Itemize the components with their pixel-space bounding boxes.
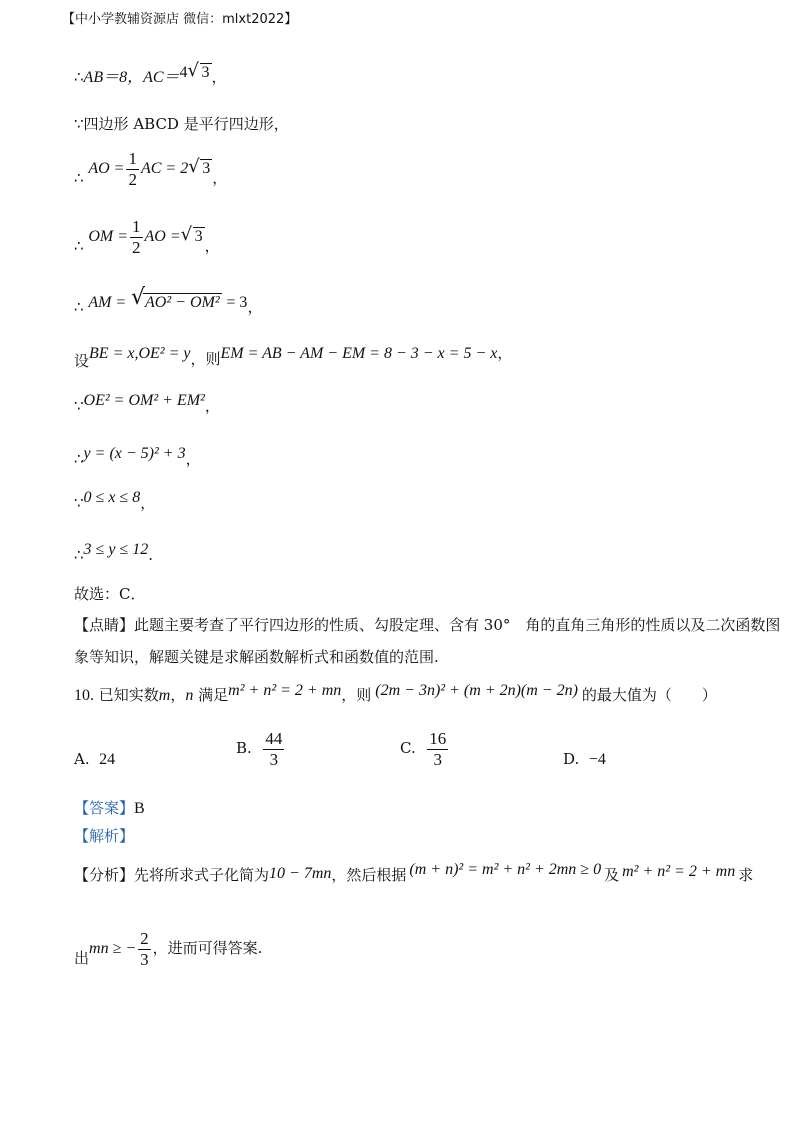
- comment-line-2: 象等知识，解题关键是求解函数解析式和函数值的范围.: [74, 648, 439, 666]
- punct: ，: [204, 397, 220, 415]
- coefficient: 4: [179, 64, 188, 81]
- option-value: −4: [588, 751, 606, 768]
- option-c[interactable]: [400, 728, 450, 770]
- punct: ，: [211, 68, 227, 86]
- punct: ，: [140, 494, 156, 512]
- let-label: 设: [74, 352, 90, 370]
- option-b[interactable]: [236, 728, 286, 770]
- option-letter: A.: [74, 750, 90, 768]
- fenxi-text: ，然后根据: [331, 866, 407, 884]
- solution-line-3: [74, 148, 227, 190]
- answer-line: [74, 798, 145, 819]
- condition: m² + n² = 2 + mn: [622, 863, 736, 880]
- connector: ，则: [190, 350, 221, 368]
- inequality: 3 ≤ y ≤ 12: [83, 541, 149, 558]
- therefore-symbol: ∴: [74, 237, 84, 255]
- because-symbol: ∵: [74, 115, 84, 133]
- question-text: 已知实数: [98, 686, 159, 704]
- middle: AC = 2: [140, 160, 189, 177]
- solution-line-7: [74, 387, 220, 414]
- punct: ，: [170, 686, 186, 704]
- middle: AO =: [144, 228, 181, 245]
- option-letter: C.: [400, 739, 416, 757]
- fenxi-text: 及: [604, 866, 620, 884]
- fraction-two-thirds: $\frac{2}{3}$: [140, 928, 149, 969]
- condition: m² + n² = 2 + mn: [228, 682, 342, 699]
- assumption: BE = x,OE² = y: [89, 345, 191, 362]
- line-text: AB＝8，AC＝: [83, 69, 180, 86]
- lhs: AM =: [88, 294, 127, 311]
- because-symbol: ∵: [74, 494, 84, 512]
- solution-line-10: [74, 536, 153, 563]
- fenxi-text: 先将所求式子化简为: [134, 866, 270, 884]
- analysis-label: 【解析】: [74, 827, 135, 845]
- therefore-symbol: ∴: [74, 450, 84, 468]
- fenxi-line-2: [74, 928, 262, 970]
- option-value: 24: [99, 751, 116, 768]
- because-symbol: ∵: [74, 397, 84, 415]
- solution-line-1: [74, 60, 227, 88]
- punct: ，: [185, 450, 201, 468]
- therefore-symbol: ∴: [74, 68, 84, 86]
- square-root: √ AO² − OM²: [131, 285, 220, 311]
- option-d[interactable]: [563, 749, 606, 770]
- solution-line-8: [74, 440, 201, 467]
- solution-line-9: [74, 484, 155, 511]
- fraction-half: $\frac{1}{2}$: [128, 148, 137, 189]
- mn-inequality: mn ≥ −: [89, 940, 137, 957]
- square-root: √ 3: [180, 224, 203, 245]
- option-fraction: $\frac{44}{3}$: [265, 728, 283, 769]
- punct: .: [148, 546, 153, 564]
- rhs: = 3: [226, 294, 248, 311]
- option-fraction: $\frac{16}{3}$: [429, 728, 447, 769]
- simplified-expression: 10 − 7mn: [269, 865, 332, 882]
- option-letter: B.: [236, 739, 252, 757]
- expression: (2m − 3n)² + (m + 2n)(m − 2n): [375, 682, 578, 699]
- variable-n: n: [185, 687, 194, 704]
- option-a[interactable]: [74, 749, 115, 770]
- line-text: 四边形 ABCD 是平行四边形，: [83, 115, 289, 133]
- therefore-symbol: ∴: [74, 169, 84, 187]
- lhs: AO =: [88, 160, 125, 177]
- solution-line-5: [74, 287, 262, 318]
- fenxi-text: ，进而可得答案.: [152, 939, 263, 957]
- choice-line: 故选：C．: [74, 585, 146, 603]
- square-root: √ 3: [188, 156, 211, 177]
- therefore-symbol: ∴: [74, 546, 84, 564]
- question-text: ，则: [341, 686, 372, 704]
- em-expression: EM = AB − AM − EM = 8 − 3 − x = 5 − x: [220, 345, 498, 362]
- solution-line-6: [74, 340, 513, 370]
- question-10: [74, 682, 717, 709]
- solution-line-4: [74, 216, 220, 258]
- therefore-symbol: ∴: [74, 298, 84, 316]
- fenxi-text: 出: [74, 949, 90, 967]
- punct: ，: [497, 344, 513, 362]
- inequality: 0 ≤ x ≤ 8: [83, 489, 141, 506]
- solution-line-2: [74, 114, 289, 134]
- lhs: OM =: [88, 228, 129, 245]
- fenxi-text: 求: [738, 866, 754, 884]
- punct: ，: [212, 169, 228, 187]
- fenxi-line-1: [74, 862, 753, 889]
- square-root: √ 3: [187, 60, 210, 81]
- answer-label: 【答案】: [74, 799, 135, 817]
- comment-line-1: 【点睛】此题主要考查了平行四边形的性质、勾股定理、含有 30° 角的直角三角形的性质以及二次函数图: [74, 616, 781, 634]
- punct: ，: [247, 298, 263, 316]
- equation: OE² = OM² + EM²: [83, 392, 205, 409]
- question-number: 10.: [74, 687, 94, 704]
- fenxi-label: 【分析】: [74, 866, 135, 884]
- option-letter: D.: [563, 750, 580, 768]
- variable-m: m: [158, 687, 171, 704]
- question-text: 的最大值为（ ）: [581, 686, 717, 704]
- square-inequality: (m + n)² = m² + n² + 2mn ≥ 0: [409, 861, 602, 878]
- page-header: 【中小学教辅资源店 微信：mlxt2022】: [62, 12, 298, 27]
- fraction-half: $\frac{1}{2}$: [132, 216, 141, 257]
- answer-value: B: [134, 800, 145, 817]
- punct: ，: [204, 237, 220, 255]
- question-text: 满足: [198, 686, 229, 704]
- equation: y = (x − 5)² + 3: [83, 445, 186, 462]
